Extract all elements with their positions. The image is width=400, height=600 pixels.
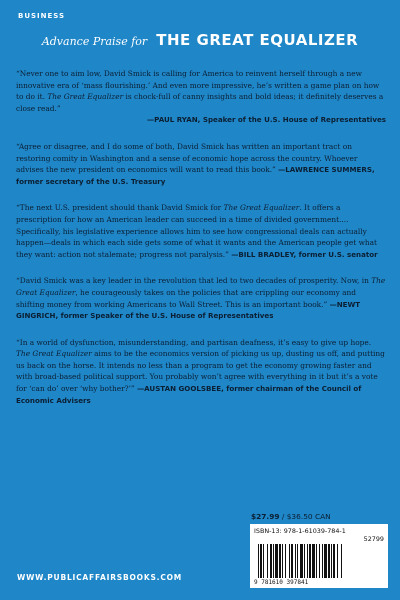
barcode-bar: [291, 544, 293, 578]
website-url[interactable]: WWW.PUBLICAFFAIRSBOOKS.COM: [17, 573, 183, 582]
book-title: THE GREAT EQUALIZER: [156, 31, 359, 49]
praise-quote: [16, 141, 386, 187]
book-title-italic: The Great Equalizer: [223, 203, 300, 213]
barcode-bar: [309, 544, 311, 578]
price-usd: $27.99: [251, 512, 280, 521]
quote-attribution: —PAUL RYAN, Speaker of the U.S. House of Representatives: [147, 115, 386, 125]
barcode-bar: [328, 544, 330, 578]
quote-text: . It offers a prescription for how an American leader can succeed in a time of divided government.... Specifically, his legislative experience allows him to see how congressional deals can actually happen—deals in which each side gets some of what it wants and the American people get what they want: action not stalemate; progress not paralysis.”: [16, 203, 378, 259]
barcode-bar: [295, 544, 296, 578]
quote-text: “In a world of dysfunction, misunderstanding, and partisan deafness, it’s easy to give up hope.: [16, 337, 372, 347]
barcode-bar: [341, 544, 342, 578]
barcode-bar: [263, 544, 264, 578]
barcode-price-code: 52799: [363, 535, 384, 543]
category-label: BUSINESS: [18, 12, 66, 20]
barcode-bar: [270, 544, 272, 578]
quotes-section: [16, 68, 386, 421]
praise-header: [0, 30, 400, 49]
barcode-bar: [273, 544, 274, 578]
barcode-bar: [316, 544, 317, 578]
barcode-bar: [275, 544, 278, 578]
price: [251, 512, 331, 521]
barcode-bar: [297, 544, 298, 578]
book-title-italic: The Great Equalizer: [16, 349, 92, 359]
barcode-bar: [289, 544, 290, 578]
praise-quote: [16, 337, 386, 407]
barcode-bar: [331, 544, 332, 578]
quote-text: “David Smick was a key leader in the revolution that led to two decades of prosperity. Now, in: [16, 276, 372, 286]
price-cad: $36.50 CAN: [286, 512, 331, 521]
praise-prefix: Advance Praise for: [41, 35, 148, 48]
barcode-bar: [307, 544, 308, 578]
barcode: [250, 524, 388, 588]
barcode-digits: 9 781610 397841: [254, 579, 309, 586]
quote-text: “The next U.S. president should thank David Smick for: [16, 203, 224, 213]
quote-attribution: —BILL BRADLEY, former U.S. senator: [231, 249, 378, 259]
praise-quote: [16, 275, 386, 321]
barcode-bar: [260, 544, 262, 578]
quote-text: aims to be the economics version of picking us up, dusting us off, and putting us back on the horse. It intends no less than a program to get the economy growing faster and with broad-based political support. You probably won’t agree with everything in it but it’s a vote for ‘can do’ over ‘why bother?’”: [16, 349, 385, 394]
quote-text: , he courageously takes on the policies that are crippling our economy and shifting money from working Americans to Wall Street. This is an important book.”: [16, 287, 357, 309]
quote-text: “Agree or disagree, and I do some of both, David Smick has written an important tract on restoring comity in Washington and a sense of economic hope across the country. Whoever advises the new president on economics will want to read this book.”: [16, 141, 358, 175]
barcode-bar: [279, 544, 281, 578]
barcode-bar: [304, 544, 305, 578]
barcode-bar: [324, 544, 327, 578]
isbn-text: ISBN-13: 978-1-61039-784-1: [254, 527, 346, 535]
barcode-bar: [322, 544, 323, 578]
barcode-bar: [312, 544, 315, 578]
book-title-italic: The Great Equalizer: [47, 92, 124, 102]
quote-text: is chock-full of canny insights and bold ideas; it definitely deserves a close read.”: [16, 92, 384, 113]
price-separator: /: [281, 512, 287, 521]
barcode-bar: [282, 544, 283, 578]
praise-quote: [16, 68, 386, 126]
barcode-bar: [333, 544, 335, 578]
barcode-bar: [258, 544, 259, 578]
book-title-italic: The Great Equalizer: [16, 276, 386, 297]
quote-attribution: —LAWRENCE SUMMERS, former secretary of the U.S. Treasury: [16, 165, 375, 186]
barcode-bar: [300, 544, 303, 578]
barcode-bar: [337, 544, 338, 578]
barcode-bar: [267, 544, 268, 578]
barcode-bar: [319, 544, 320, 578]
praise-quote: [16, 202, 386, 260]
barcode-bar: [285, 544, 286, 578]
quote-attribution: —AUSTAN GOOLSBEE, former chairman of the Council of Economic Advisers: [16, 384, 362, 405]
quote-attribution: —NEWT GINGRICH, former Speaker of the U.S. House of Representatives: [16, 299, 361, 321]
quote-text: “Never one to aim low, David Smick is calling for America to reinvent herself through a new innovative era of ‘mass flourishing.’ And even more impressive, he’s written a game plan on how to do it.: [16, 69, 380, 102]
